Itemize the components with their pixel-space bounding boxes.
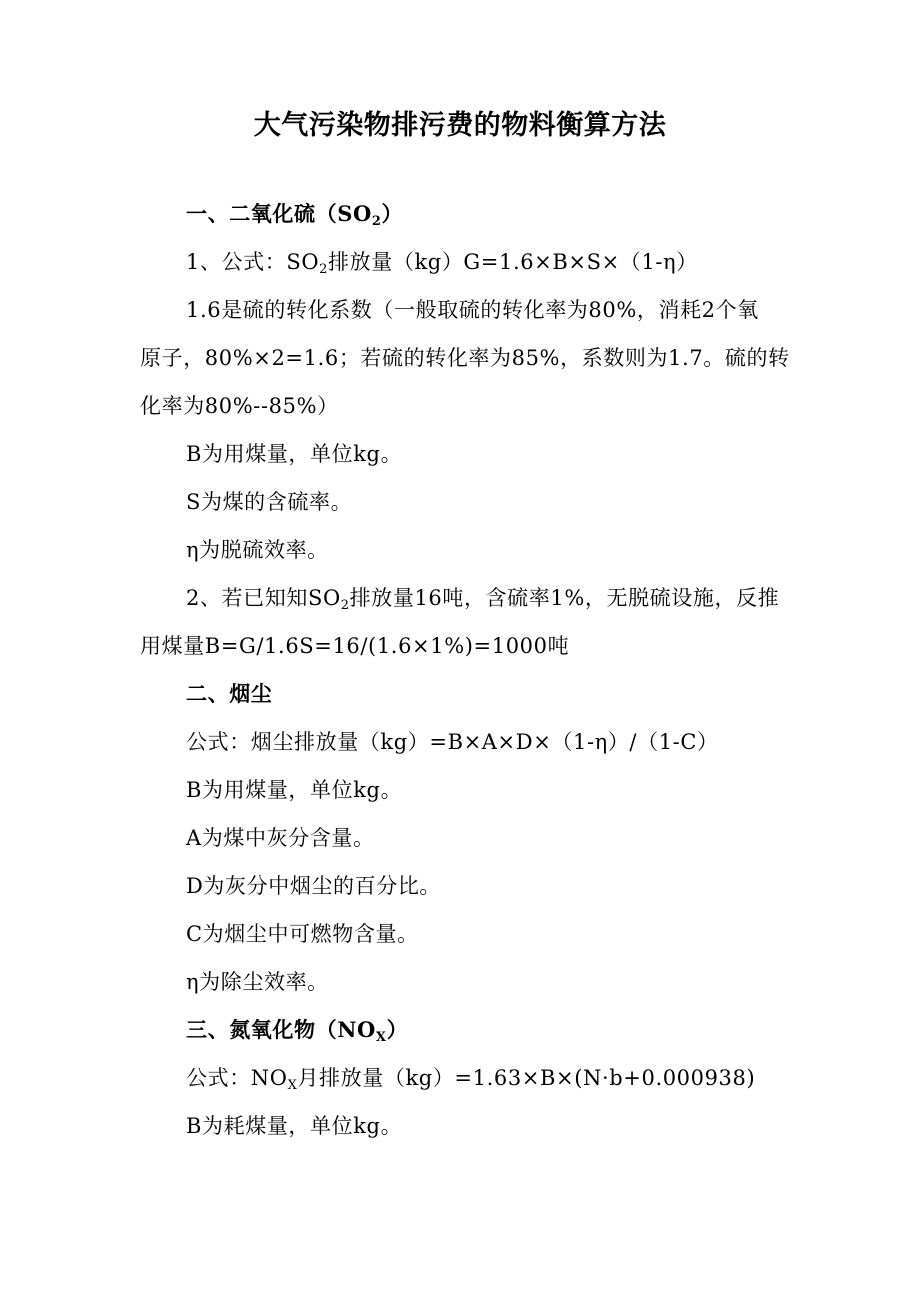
so2-def-b: B为用煤量，单位kg。 xyxy=(186,442,403,466)
dust-def-a: A为煤中灰分含量。 xyxy=(186,826,375,850)
section-heading-nox: 三、氮氧化物$(NO_X)$ xyxy=(186,1017,409,1045)
so2-note-line3: 化率为80%--85%） xyxy=(140,394,339,418)
nox-def-b: B为耗煤量，单位kg。 xyxy=(186,1114,403,1138)
so2-example: 2、若已知知$SO_2$排放量16吨，含硫率1%，无脱硫设施，反推 xyxy=(186,586,780,613)
section-heading-so2: 一、二氧化硫$(SO_2)$ xyxy=(186,201,404,229)
dust-def-d: D为灰分中烟尘的百分比。 xyxy=(186,874,442,898)
document-title: 大气污染物排污费的物料衡算方法 xyxy=(253,110,667,141)
so2-note-line2: 原子，80%×2=1.6；若硫的转化率为85%，系数则为1.7。硫的转 xyxy=(140,346,790,370)
dust-def-eta: η为除尘效率。 xyxy=(186,970,329,994)
so2-formula: 1、公式：$SO_2$排放量（kg）G=1.6×B×S×（1-η） xyxy=(186,250,698,277)
section-heading-dust: 二、烟尘 xyxy=(186,681,273,706)
section-so2 xyxy=(140,190,790,1150)
dust-formula: 公式：烟尘排放量（kg）=B×A×D×（1-η）/（1-C） xyxy=(186,730,719,754)
nox-formula: 公式：$NO_X$月排放量（kg）=1.63×B×(N·b+0.000938) xyxy=(186,1066,756,1093)
dust-def-c: C为烟尘中可燃物含量。 xyxy=(186,922,419,946)
so2-def-s: S为煤的含硫率。 xyxy=(186,490,353,514)
dust-def-b: B为用煤量，单位kg。 xyxy=(186,778,403,802)
so2-example-line2: 用煤量B=G/1.6S=16/(1.6×1%)=1000吨 xyxy=(140,634,570,658)
so2-def-eta: η为脱硫效率。 xyxy=(186,538,329,562)
so2-note-line1: 1.6是硫的转化系数（一般取硫的转化率为80%，消耗2个氧 xyxy=(186,298,759,322)
